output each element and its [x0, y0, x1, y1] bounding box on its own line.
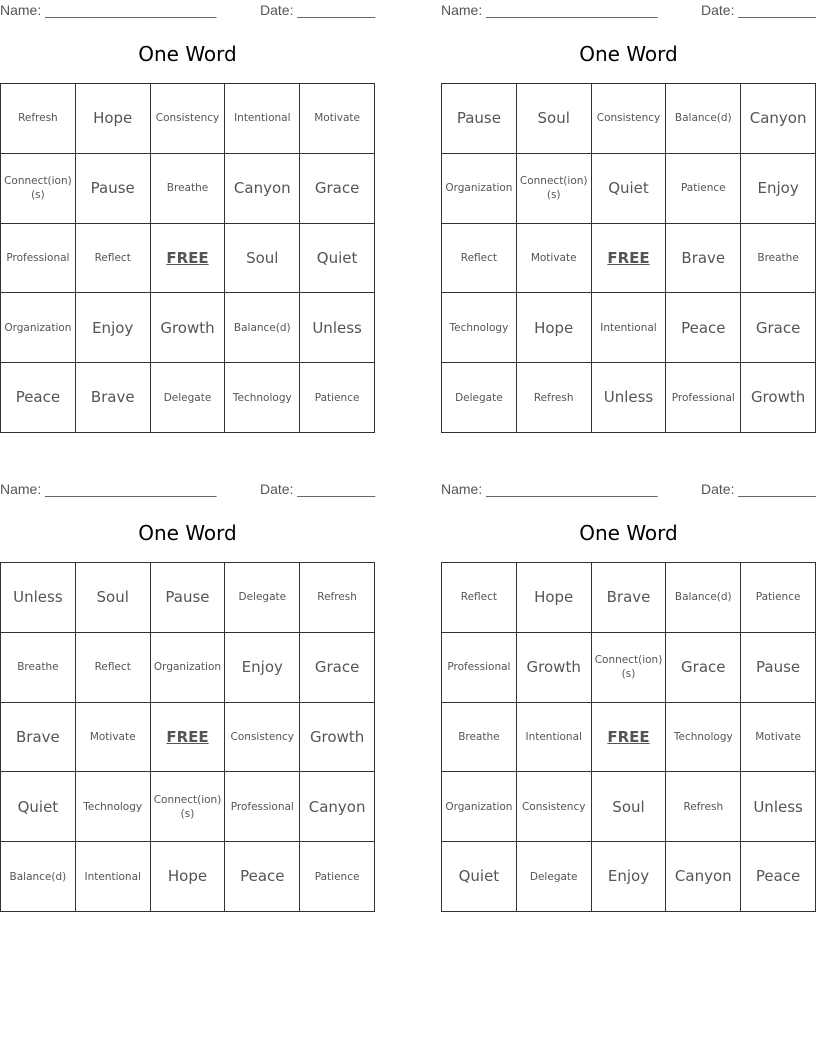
bingo-cell: Refresh — [1, 84, 76, 154]
free-space-cell: FREE — [592, 703, 667, 773]
bingo-cell: Technology — [76, 772, 151, 842]
name-field-label: Name: ______________________ — [0, 481, 217, 497]
bingo-card-2 — [441, 0, 816, 436]
bingo-cell: Growth — [151, 293, 226, 363]
bingo-cell: Motivate — [76, 703, 151, 773]
bingo-cell: Growth — [300, 703, 375, 773]
bingo-cell: Connect(ion)(s) — [592, 633, 667, 703]
date-field-label: Date: __________ — [260, 2, 376, 18]
bingo-cell: Grace — [300, 154, 375, 224]
bingo-cell: Brave — [592, 563, 667, 633]
bingo-cell: Reflect — [76, 633, 151, 703]
bingo-cell: Technology — [225, 363, 300, 433]
bingo-cell: Patience — [300, 363, 375, 433]
bingo-cell: Organization — [442, 154, 517, 224]
bingo-cell: Enjoy — [741, 154, 816, 224]
bingo-cell: Grace — [300, 633, 375, 703]
bingo-card-4 — [441, 479, 816, 915]
card-title: One Word — [138, 42, 237, 66]
bingo-cell: Delegate — [442, 363, 517, 433]
bingo-cell: Unless — [1, 563, 76, 633]
card-title: One Word — [579, 42, 678, 66]
bingo-cell: Reflect — [442, 563, 517, 633]
bingo-cell: Balance(d) — [666, 563, 741, 633]
bingo-cell: Intentional — [76, 842, 151, 912]
bingo-cell: Breathe — [741, 224, 816, 294]
date-field-label: Date: __________ — [260, 481, 376, 497]
bingo-cell: Professional — [225, 772, 300, 842]
bingo-cell: Motivate — [741, 703, 816, 773]
bingo-cell: Consistency — [517, 772, 592, 842]
bingo-cell: Grace — [666, 633, 741, 703]
free-space-cell: FREE — [592, 224, 667, 294]
bingo-cell: Enjoy — [225, 633, 300, 703]
bingo-cell: Motivate — [517, 224, 592, 294]
bingo-cell: Refresh — [300, 563, 375, 633]
name-field-label: Name: ______________________ — [0, 2, 217, 18]
bingo-cell: Motivate — [300, 84, 375, 154]
bingo-cell: Refresh — [666, 772, 741, 842]
bingo-card-1 — [0, 0, 376, 436]
bingo-cell: Hope — [76, 84, 151, 154]
bingo-cell: Connect(ion)(s) — [151, 772, 226, 842]
bingo-cell: Unless — [592, 363, 667, 433]
bingo-cell: Growth — [741, 363, 816, 433]
bingo-cell: Balance(d) — [666, 84, 741, 154]
bingo-cell: Enjoy — [592, 842, 667, 912]
bingo-cell: Soul — [225, 224, 300, 294]
bingo-cell: Grace — [741, 293, 816, 363]
bingo-cell: Delegate — [517, 842, 592, 912]
bingo-cell: Technology — [666, 703, 741, 773]
bingo-cell: Intentional — [225, 84, 300, 154]
bingo-grid — [441, 83, 816, 433]
card-title: One Word — [138, 521, 237, 545]
bingo-cell: Reflect — [76, 224, 151, 294]
bingo-cell: Peace — [225, 842, 300, 912]
bingo-cell: Pause — [76, 154, 151, 224]
bingo-cell: Canyon — [300, 772, 375, 842]
bingo-cell: Unless — [741, 772, 816, 842]
name-field-label: Name: ______________________ — [441, 481, 658, 497]
bingo-cell: Consistency — [592, 84, 667, 154]
free-space-cell: FREE — [151, 224, 226, 294]
bingo-cell: Soul — [517, 84, 592, 154]
bingo-cell: Patience — [741, 563, 816, 633]
bingo-cell: Consistency — [151, 84, 226, 154]
bingo-cell: Hope — [151, 842, 226, 912]
bingo-cell: Breathe — [151, 154, 226, 224]
bingo-cell: Connect(ion)(s) — [517, 154, 592, 224]
bingo-cell: Intentional — [517, 703, 592, 773]
name-field-label: Name: ______________________ — [441, 2, 658, 18]
free-space-cell: FREE — [151, 703, 226, 773]
bingo-cell: Patience — [666, 154, 741, 224]
bingo-card-3 — [0, 479, 376, 915]
bingo-cell: Soul — [592, 772, 667, 842]
bingo-cell: Connect(ion)(s) — [1, 154, 76, 224]
bingo-grid — [0, 562, 375, 912]
bingo-cell: Organization — [1, 293, 76, 363]
bingo-cell: Peace — [741, 842, 816, 912]
bingo-cell: Brave — [666, 224, 741, 294]
bingo-cell: Growth — [517, 633, 592, 703]
bingo-cell: Quiet — [592, 154, 667, 224]
bingo-cell: Professional — [666, 363, 741, 433]
bingo-cell: Delegate — [225, 563, 300, 633]
bingo-cell: Quiet — [1, 772, 76, 842]
bingo-cell: Canyon — [741, 84, 816, 154]
bingo-cell: Enjoy — [76, 293, 151, 363]
bingo-cell: Quiet — [300, 224, 375, 294]
bingo-cell: Hope — [517, 563, 592, 633]
date-field-label: Date: __________ — [701, 2, 816, 18]
date-field-label: Date: __________ — [701, 481, 816, 497]
bingo-cell: Professional — [1, 224, 76, 294]
bingo-cell: Pause — [442, 84, 517, 154]
bingo-cell: Quiet — [442, 842, 517, 912]
bingo-cell: Soul — [76, 563, 151, 633]
bingo-cell: Unless — [300, 293, 375, 363]
bingo-cell: Pause — [151, 563, 226, 633]
bingo-cell: Canyon — [225, 154, 300, 224]
card-title: One Word — [579, 521, 678, 545]
bingo-cell: Hope — [517, 293, 592, 363]
bingo-cell: Intentional — [592, 293, 667, 363]
bingo-cell: Breathe — [1, 633, 76, 703]
bingo-cell: Breathe — [442, 703, 517, 773]
bingo-cell: Refresh — [517, 363, 592, 433]
bingo-cell: Pause — [741, 633, 816, 703]
bingo-cell: Delegate — [151, 363, 226, 433]
bingo-cell: Professional — [442, 633, 517, 703]
bingo-cell: Patience — [300, 842, 375, 912]
bingo-grid — [0, 83, 375, 433]
bingo-cell: Peace — [666, 293, 741, 363]
bingo-cell: Brave — [76, 363, 151, 433]
bingo-cell: Consistency — [225, 703, 300, 773]
bingo-grid — [441, 562, 816, 912]
bingo-cell: Balance(d) — [1, 842, 76, 912]
bingo-cell: Brave — [1, 703, 76, 773]
bingo-cell: Reflect — [442, 224, 517, 294]
bingo-cell: Balance(d) — [225, 293, 300, 363]
bingo-cell: Organization — [442, 772, 517, 842]
bingo-cell: Peace — [1, 363, 76, 433]
bingo-cell: Technology — [442, 293, 517, 363]
bingo-cell: Organization — [151, 633, 226, 703]
bingo-cell: Canyon — [666, 842, 741, 912]
